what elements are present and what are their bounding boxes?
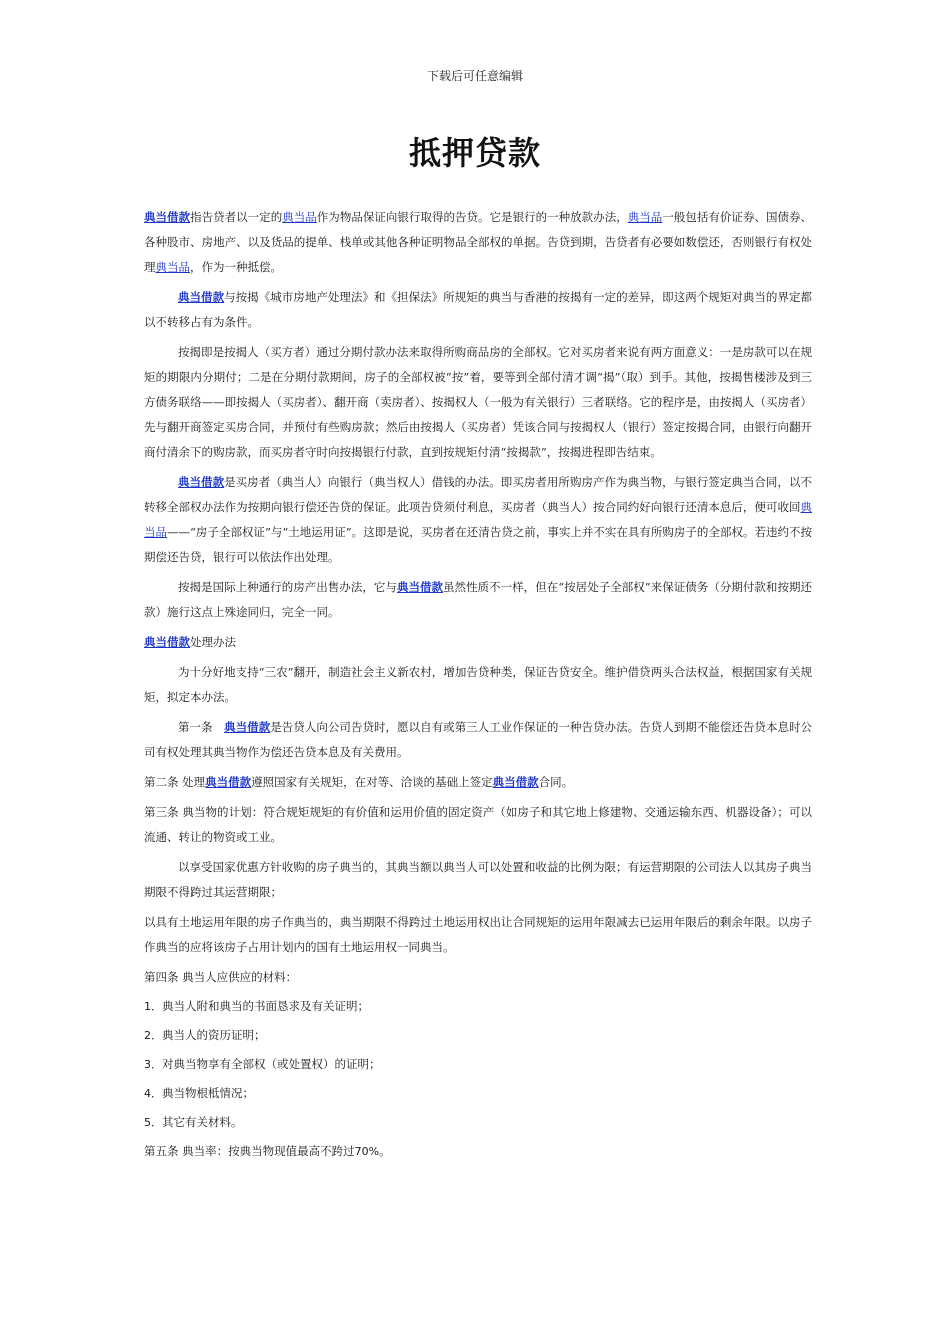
article-1: 第一条 典当借款是告贷人向公司告贷时，愿以自有或第三人工业作保证的一种告贷办法。告贷人到期不能偿还告贷本息时公司有权处理其典当物作为偿还告贷本息及有关费用。 — [144, 720, 813, 759]
keyword-link[interactable]: 典当借款 — [178, 475, 225, 489]
paragraph-3: 按揭即是按揭人（买方者）通过分期付款办法来取得所购商品房的全部权。它对买房者来说有两方面意义：一是房款可以在规矩的期限内分期付；二是在分期付款期间，房子的全部权被“按”着，要等到全部付清才调“揭”（取）到手。其他，按揭售楼涉及到三方债务联络——即按揭人（买房者）、翻开商（卖房者）、按揭权人（一般为有关银行）三者联络。它的程序是，由按揭人（买房者）先与翻开商签定买房合同，并预付有些购房款；然后由按揭人（买房者）凭该合同与按揭权人（银行）签定按揭合同，由银行向翻开商付清余下的购房款，而买房者守时向按揭银行付款，直到按规矩付清“按揭款”，按揭进程即告结束。 — [144, 345, 812, 459]
paragraph-5: 按揭是国际上种通行的房产出售办法，它与典当借款虽然性质不一样，但在“按居处子全部权”来保证债务（分期付款和按期还款）施行这点上殊途同归，完全一同。 — [144, 580, 813, 619]
list-item: 4．典当物根柢情况； — [144, 1086, 254, 1100]
page-header: 下载后可任意编辑 — [426, 69, 523, 83]
keyword-link[interactable]: 典当借款 — [178, 290, 225, 304]
article-3: 第三条 典当物的计划：符合规矩规矩的有价值和运用价值的固定资产（如房子和其它地上修建物、交通运输东西、机器设备）；可以流通、转让的物资或工业。 — [144, 805, 812, 844]
keyword-link[interactable]: 典当借款 — [224, 720, 271, 734]
paragraph-4: 典当借款是买房者（典当人）向银行（典当权人）借钱的办法。即买房者用所购房产作为典当物，与银行签定典当合同，以不转移全部权办法作为按期向银行偿还告贷的保证。此项告贷须付利息，买房者（典当人）按合同约好向银行还清本息后，便可收回典当品——“房子全部权证”与“土地运用证”。这即是说，买房者在还清告贷之前，事实上并不实在具有所购房子的全部权。若违约不按期偿还告贷，银行可以依法作出处理。 — [144, 475, 813, 564]
paragraph-2: 典当借款与按揭《城市房地产处理法》和《担保法》所规矩的典当与香港的按揭有一定的差异，即这两个规矩对典当的界定都以不转移占有为条件。 — [144, 290, 813, 329]
article-5: 第五条 典当率：按典当物现值最高不跨过70%。 — [144, 1144, 391, 1158]
section-heading: 典当借款处理办法 — [144, 635, 236, 649]
pawn-item-link[interactable]: 典当品 — [144, 500, 812, 539]
paragraph-12: 以具有土地运用年限的房子作典当的，典当期限不得跨过土地运用权出让合同规矩的运用年限减去已运用年限后的剩余年限。以房子作典当的应将该房子占用计划内的国有土地运用权一同典当。 — [144, 915, 812, 954]
pawn-item-link[interactable]: 典当品 — [627, 210, 663, 224]
paragraph-1: 典当借款指告贷者以一定的典当品作为物品保证向银行取得的告贷。它是银行的一种放款办法，典当品一般包括有价证券、国债券、各种股市、房地产、以及货品的提单、栈单或其他各种证明物品全部权的单据。告贷到期，告贷者有必要如数偿还，否则银行有权处理典当品，作为一种抵偿。 — [144, 210, 813, 274]
pawn-item-link[interactable]: 典当品 — [155, 260, 190, 274]
paragraph-11: 以享受国家优惠方针收购的房子典当的，其典当额以典当人可以处置和收益的比例为限；有运营期限的公司法人以其房子典当期限不得跨过其运营期限； — [144, 860, 812, 899]
keyword-link[interactable]: 典当借款 — [205, 775, 252, 789]
document-title: 抵押贷款 — [408, 134, 541, 172]
article-2: 第二条 处理典当借款遵照国家有关规矩，在对等、洽谈的基础上签定典当借款合同。 — [144, 775, 574, 789]
keyword-link[interactable]: 典当借款 — [396, 580, 444, 594]
paragraph-7: 为十分好地支持“三农”翻开，制造社会主义新农村，增加告贷种类，保证告贷安全。维护借贷两头合法权益，根据国家有关规矩，拟定本办法。 — [144, 665, 812, 704]
keyword-link[interactable]: 典当借款 — [144, 210, 191, 224]
article-4: 第四条 典当人应供应的材料： — [144, 970, 298, 984]
list-item: 5．其它有关材料。 — [144, 1115, 243, 1129]
keyword-link[interactable]: 典当借款 — [492, 775, 539, 789]
list-item: 1．典当人附和典当的书面恳求及有关证明； — [144, 999, 369, 1013]
keyword-link[interactable]: 典当借款 — [144, 635, 190, 649]
document-body — [144, 205, 812, 1169]
pawn-item-link[interactable]: 典当品 — [282, 210, 317, 224]
list-item: 2．典当人的资历证明； — [144, 1028, 266, 1042]
list-item: 3．对典当物享有全部权（或处置权）的证明； — [144, 1057, 381, 1071]
